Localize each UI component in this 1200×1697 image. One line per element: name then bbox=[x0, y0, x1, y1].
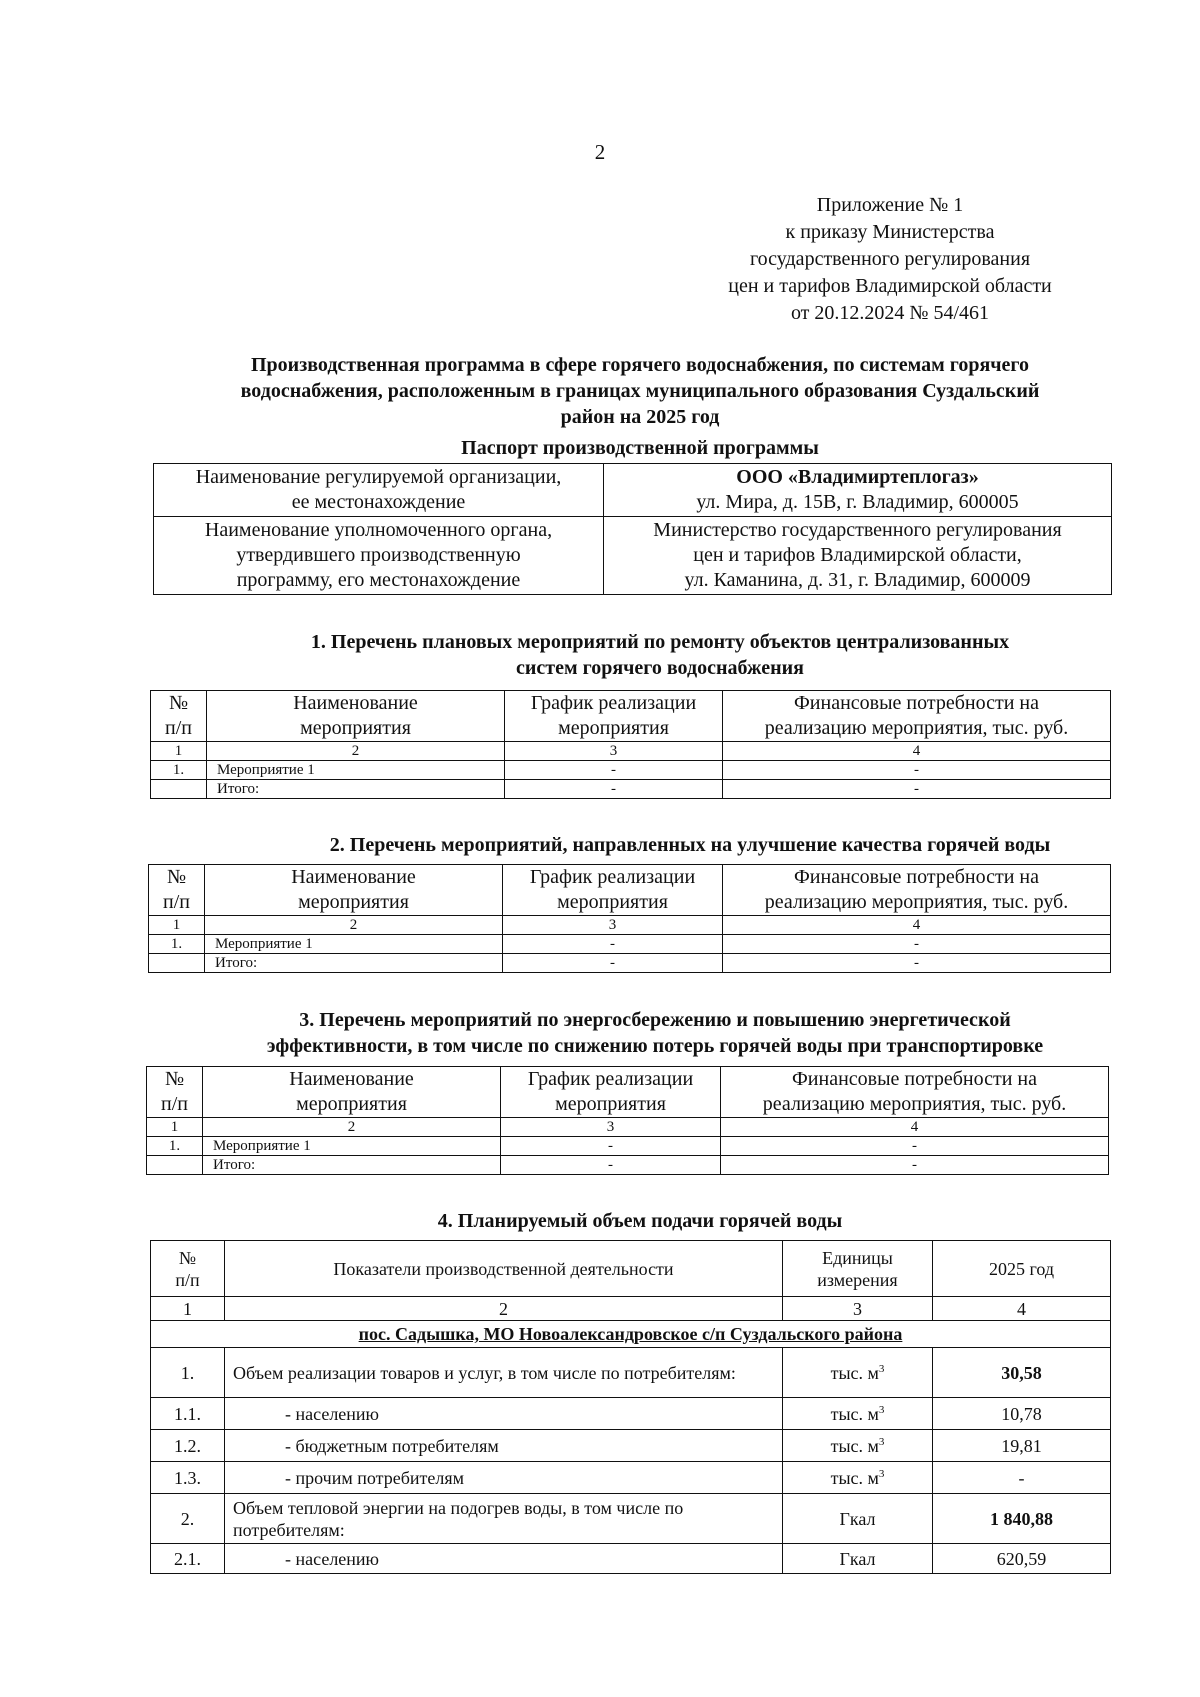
table-row: 1. Мероприятие 1 - - bbox=[151, 761, 1111, 780]
table-row bbox=[154, 464, 1112, 517]
section-1-heading: 1. Перечень плановых мероприятий по ремонту объектов централизованных систем горячего водоснабжения bbox=[310, 631, 1010, 679]
appendix-line: цен и тарифов Владимирской области bbox=[728, 275, 1052, 297]
table-header-row: № п/п Показатели производственной деятельности Единицы измерения 2025 год bbox=[151, 1241, 1111, 1297]
header-schedule: График реализации мероприятия bbox=[505, 691, 723, 742]
locality-row: пос. Садышка, МО Новоалександровское с/п Суздальского района bbox=[151, 1321, 1111, 1348]
table-header-row: № п/п Наименование мероприятия График реализации мероприятия Финансовые потребности на реализацию мероприятия, тыс. руб. bbox=[147, 1067, 1109, 1118]
appendix-block bbox=[660, 192, 1120, 327]
table-row: 1. Объем реализации товаров и услуг, в том числе по потребителям: тыс. $м^3$ 30,58 bbox=[151, 1348, 1111, 1398]
section-2-table bbox=[148, 864, 1111, 973]
section-4-heading: 4. Планируемый объем подачи горячей воды bbox=[437, 1210, 843, 1232]
header-num: № п/п bbox=[151, 691, 207, 742]
passport-value: ООО «Владимиртеплогаз» ул. Мира, д. 15В, г. Владимир, 600005 bbox=[604, 464, 1112, 517]
appendix-line: Приложение № 1 bbox=[816, 194, 964, 216]
table-header-row: № п/п Наименование мероприятия График реализации мероприятия Финансовые потребности на реализацию мероприятия, тыс. руб. bbox=[149, 865, 1111, 916]
table-row: 1.3. - прочим потребителям тыс. $м^3$ - bbox=[151, 1462, 1111, 1494]
column-number-row: 1 2 3 4 bbox=[147, 1118, 1109, 1137]
table-row: 2. Объем тепловой энергии на подогрев воды, в том числе по потребителям: Гкал 1 840,88 bbox=[151, 1494, 1111, 1544]
passport-label: Наименование уполномоченного органа, утвердившего производственную программу, его местонахождение bbox=[154, 517, 604, 595]
table-row bbox=[154, 517, 1112, 595]
table-row: 1.2. - бюджетным потребителям тыс. $м^3$ 19,81 bbox=[151, 1430, 1111, 1462]
table-total-row: Итого: - - bbox=[149, 954, 1111, 973]
appendix-line: от 20.12.2024 № 54/461 bbox=[790, 302, 990, 324]
passport-label: Наименование регулируемой организации, ее местонахождение bbox=[154, 464, 604, 517]
table-total-row: Итого: - - bbox=[151, 780, 1111, 799]
table-row: 1.1. - населению тыс. $м^3$ 10,78 bbox=[151, 1398, 1111, 1430]
passport-value: Министерство государственного регулирования цен и тарифов Владимирской области, ул. Каманина, д. 31, г. Владимир, 600009 bbox=[604, 517, 1112, 595]
header-finance: Финансовые потребности на реализацию мероприятия, тыс. руб. bbox=[723, 691, 1111, 742]
column-number-row: 1 2 3 4 bbox=[151, 742, 1111, 761]
table-row: 1. Мероприятие 1 - - bbox=[147, 1137, 1109, 1156]
passport-heading: Паспорт производственной программы bbox=[461, 437, 819, 459]
section-1-table bbox=[150, 690, 1111, 799]
table-row: 1. Мероприятие 1 - - bbox=[149, 935, 1111, 954]
table-header-row bbox=[151, 691, 1111, 742]
page-number: 2 bbox=[594, 140, 606, 164]
appendix-line: государственного регулирования bbox=[749, 248, 1031, 270]
header-name: Наименование мероприятия bbox=[207, 691, 505, 742]
table-total-row: Итого: - - bbox=[147, 1156, 1109, 1175]
section-4-table bbox=[150, 1240, 1111, 1574]
section-3-table bbox=[146, 1066, 1109, 1175]
section-2-heading: 2. Перечень мероприятий, направленных на улучшение качества горячей воды bbox=[329, 834, 1051, 856]
passport-table bbox=[153, 463, 1112, 595]
document-title: Производственная программа в сфере горячего водоснабжения, по системам горячего водоснабжения, расположенным в границах муниципального образования Суздальский район на 2025 год bbox=[240, 354, 1040, 428]
column-number-row: 1 2 3 4 bbox=[151, 1297, 1111, 1321]
appendix-line: к приказу Министерства bbox=[785, 221, 995, 243]
section-3-heading: 3. Перечень мероприятий по энергосбережению и повышению энергетической эффективности, в том числе по снижению потерь горячей воды при транспортировке bbox=[266, 1009, 1044, 1057]
column-number-row: 1 2 3 4 bbox=[149, 916, 1111, 935]
table-row: 2.1. - населению Гкал 620,59 bbox=[151, 1544, 1111, 1574]
